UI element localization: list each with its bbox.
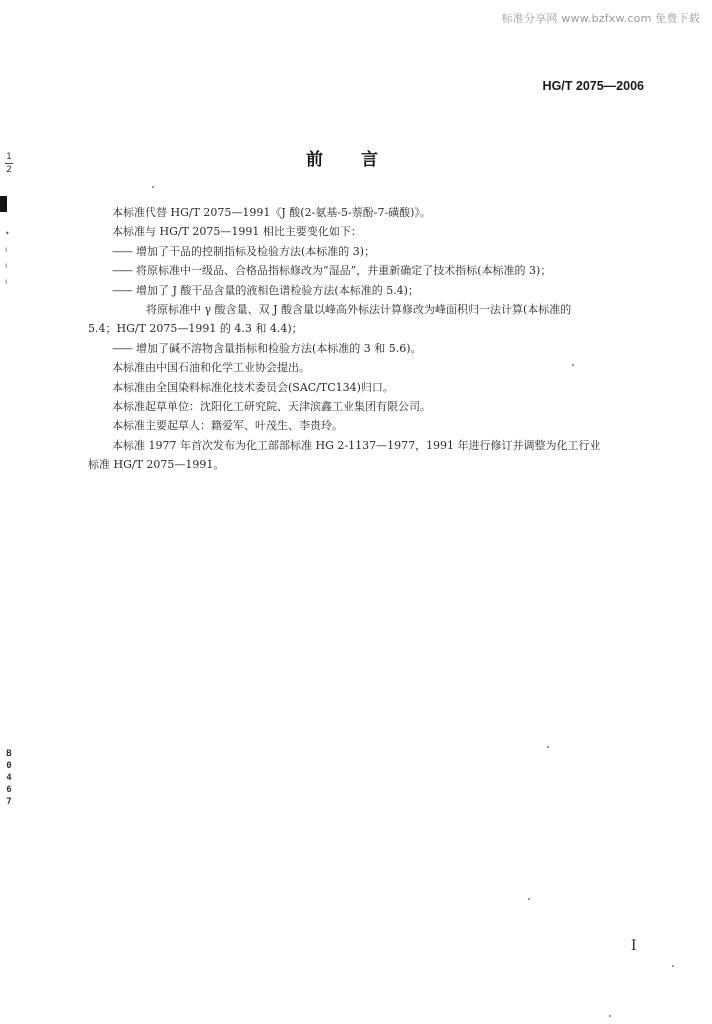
margin-ticks	[5, 226, 11, 290]
paragraph: 本标准由中国石油和化学工业协会提出。	[112, 361, 310, 375]
margin-code-char: 4	[6, 773, 12, 783]
margin-fraction-bottom: 2	[6, 165, 12, 175]
change-item: —— 增加了干品的控制指标及检验方法(本标准的 3)；	[112, 244, 376, 258]
paragraph-continued: 标准 HG/T 2075—1991。	[88, 458, 225, 472]
change-item: 将原标准中 γ 酸含量、双 J 酸含量以峰高外标法计算修改为峰面积归一法计算(本标准的	[146, 303, 572, 317]
change-item: —— 增加了 J 酸干品含量的液相色谱检验方法(本标准的 5.4)；	[112, 283, 419, 297]
margin-code-char: B	[6, 749, 12, 759]
dash-marker: ——	[112, 283, 132, 297]
paragraph: 本标准起草单位：沈阳化工研究院、天津滨鑫工业集团有限公司。	[112, 400, 431, 414]
change-item-continued: 5.4；HG/T 2075—1991 的 4.3 和 4.4)；	[88, 322, 303, 336]
margin-code-char: 7	[6, 797, 12, 807]
paragraph: 本标准代替 HG/T 2075—1991《J 酸(2-氨基-5-萘酚-7-磺酸)》。	[112, 206, 431, 219]
foreword-body	[88, 203, 646, 475]
standard-number: HG/T 2075—2006	[542, 79, 644, 93]
paragraph: 本标准与 HG/T 2075—1991 相比主要变化如下：	[112, 225, 362, 239]
scan-speck	[672, 965, 674, 967]
margin-tick: ı	[5, 277, 8, 286]
scan-speck	[609, 1015, 611, 1017]
paragraph: 本标准主要起草人：籍爱军、叶茂生、李贵玲。	[112, 419, 343, 433]
margin-binding-mark	[0, 196, 7, 212]
scan-speck	[547, 746, 549, 748]
dash-marker: ——	[112, 341, 132, 355]
margin-code-char: 0	[6, 761, 12, 771]
margin-fraction	[5, 152, 13, 175]
margin-tick: •	[5, 229, 10, 238]
change-item: —— 将原标准中一级品、合格品指标修改为“湿品”，并重新确定了技术指标(本标准的 3)；	[112, 264, 552, 278]
scan-speck	[572, 364, 574, 366]
margin-tick: ı	[5, 245, 8, 254]
margin-code-char: 6	[6, 785, 12, 795]
dash-marker: ——	[112, 264, 132, 278]
page-title: 前言	[306, 150, 416, 170]
page-number: I	[631, 938, 637, 954]
paragraph: 本标准 1977 年首次发布为化工部部标准 HG 2-1137—1977，1991 年进行修订并调整为化工行业	[112, 438, 601, 452]
scan-speck	[152, 186, 154, 188]
dash-marker: ——	[112, 244, 132, 258]
watermark: 标准分享网 www.bzfxw.com 免费下载	[501, 12, 700, 25]
margin-code	[4, 748, 14, 808]
scan-speck	[528, 898, 530, 900]
fraction-bar	[5, 163, 13, 164]
margin-tick: ı	[5, 261, 8, 270]
margin-fraction-top: 1	[6, 152, 12, 162]
paragraph: 本标准由全国染料标准化技术委员会(SAC/TC134)归口。	[112, 380, 394, 394]
change-item: —— 增加了碱不溶物含量指标和检验方法(本标准的 3 和 5.6)。	[112, 341, 422, 355]
